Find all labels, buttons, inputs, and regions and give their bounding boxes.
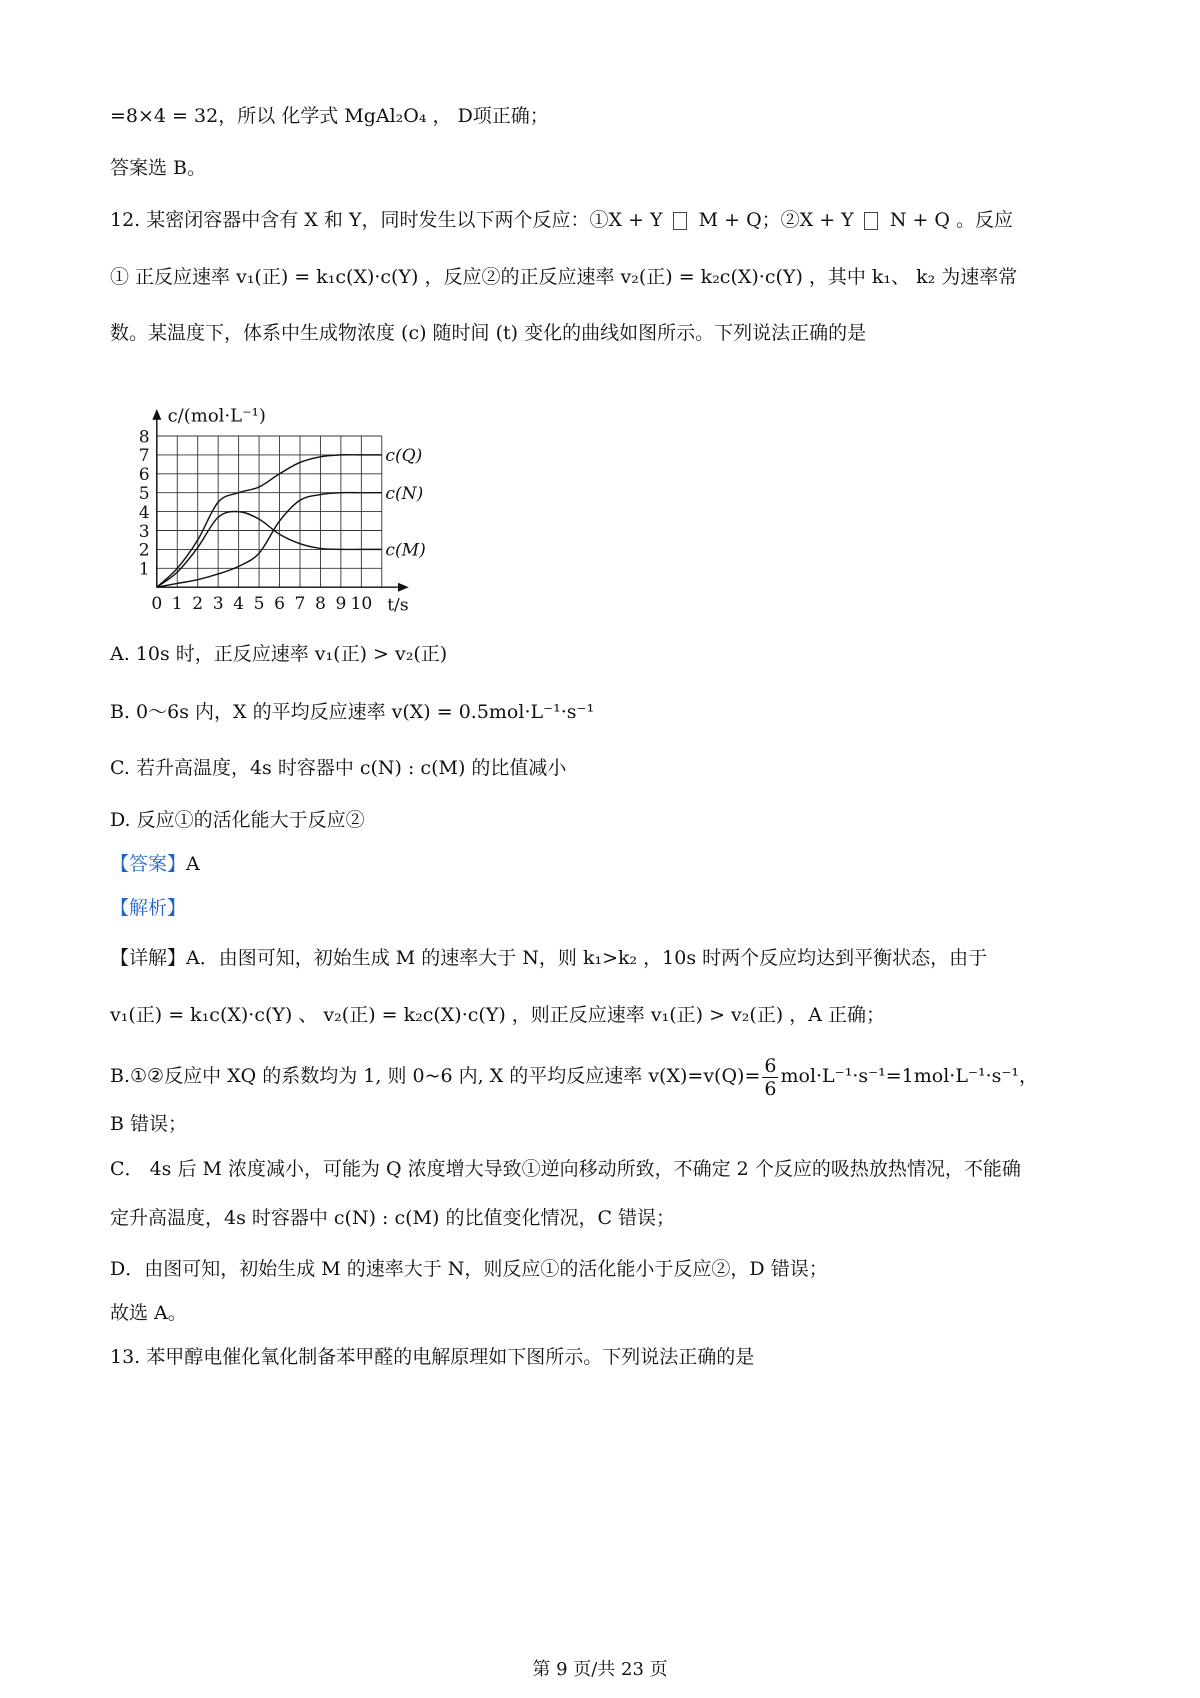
fraction-numerator: 6 [764,1054,777,1077]
question-12-line-3: 数。某温度下，体系中生成物浓度 (c) 随时间 (t) 变化的曲线如图所示。下列说法正确的是 [110,322,867,344]
detail-b-suffix: mol·L⁻¹·s⁻¹=1mol·L⁻¹·s⁻¹， [780,1065,1039,1087]
y-tick-label: 3 [138,521,150,542]
series-line-cq [157,455,382,587]
top-equation-line: =8×4 = 32，所以 化学式 MgAl₂O₄ ， D项正确； [110,105,549,127]
series-label-cn: c(N) [385,484,424,504]
x-axis-arrow-icon [398,583,409,592]
y-tick-label: 4 [138,502,150,523]
answer-label: 【答案】 [110,853,187,875]
series-label-cq: c(Q) [385,446,423,467]
option-c: C. 若升高温度，4s 时容器中 c(N) : c(M) 的比值减小 [110,757,567,779]
x-tick-label: 8 [314,593,326,614]
detail-c-line-2: 定升高温度，4s 时容器中 c(N) : c(M) 的比值变化情况，C 错误； [110,1207,676,1229]
equilibrium-arrow-icon [864,212,878,230]
y-tick-label: 2 [138,540,150,561]
chart-series [157,446,426,587]
fraction-denominator: 6 [764,1077,777,1100]
x-tick-label: 5 [253,593,265,614]
y-tick-label: 1 [138,559,150,580]
detail-d-line: D．由图可知，初始生成 M 的速率大于 N，则反应①的活化能小于反应②，D 错误； [110,1258,828,1280]
detail-b-prefix: B.①②反应中 XQ 的系数均为 1, 则 0~6 内, X 的平均反应速率 v(X)=v(Q)= [110,1065,761,1087]
top-answer-line: 答案选 B。 [110,157,207,179]
x-tick-label: 3 [212,593,224,614]
fraction [762,1055,778,1100]
q12-text-a: 12. 某密闭容器中含有 X 和 Y，同时发生以下两个反应：①X + Y [110,209,663,231]
detail-b-line [110,1052,1038,1100]
x-tick-label: 2 [192,593,204,614]
x-tick-label: 7 [294,593,306,614]
option-d: D. 反应①的活化能大于反应② [110,809,365,831]
x-tick-label: 0 [151,593,163,614]
y-tick-label: 7 [138,446,150,467]
x-tick-label: 9 [335,593,347,614]
q12-text-c: N + Q 。反应 [889,209,1014,231]
x-tick-label: 4 [233,593,245,614]
option-b: B. 0～6s 内，X 的平均反应速率 v(X) = 0.5mol·L⁻¹·s⁻¹ [110,701,595,723]
detail-c-line-1: C． 4s 后 M 浓度减小，可能为 Q 浓度增大导致①逆向移动所致，不确定 2 个反应的吸热放热情况，不能确 [110,1158,1021,1180]
y-axis-arrow-icon [152,409,161,420]
x-tick-label: 10 [350,593,373,614]
series-line-cn [157,493,382,588]
conclusion-line: 故选 A。 [110,1302,187,1324]
detail-line-1: 【详解】A．由图可知，初始生成 M 的速率大于 N，则 k₁>k₂ ，10s 时两个反应均达到平衡状态，由于 [110,947,988,969]
x-tick-label: 1 [171,593,183,614]
detail-line-2: v₁(正) = k₁c(X)·c(Y) 、 v₂(正) = k₂c(X)·c(Y) ，则正反应速率 v₁(正) > v₂(正) ，A 正确； [110,1004,886,1026]
question-12-line-2: ① 正反应速率 v₁(正) = k₁c(X)·c(Y) ，反应②的正反应速率 v₂(正) = k₂c(X)·c(Y) ，其中 k₁、 k₂ 为速率常 [110,266,1018,288]
answer-value: A [186,853,200,875]
concentration-time-chart [110,400,470,670]
answer-line [110,852,200,876]
y-tick-label: 6 [138,465,150,486]
equilibrium-arrow-icon [673,212,687,230]
question-13-line: 13. 苯甲醇电催化氧化制备苯甲醛的电解原理如下图所示。下列说法正确的是 [110,1346,755,1368]
y-tick-label: 8 [138,427,150,448]
chart-grid [157,436,382,587]
option-a: A. 10s 时，正反应速率 v₁(正) > v₂(正) [110,643,448,665]
analysis-label: 【解析】 [110,897,187,919]
detail-b-end: B 错误； [110,1113,188,1135]
series-label-cm: c(M) [385,540,426,561]
x-tick-label: 6 [274,593,285,614]
page-footer: 第 9 页/共 23 页 [532,1659,668,1680]
x-axis-label: t/s [387,595,409,616]
y-axis-label: c/(mol·L⁻¹) [167,405,266,427]
question-12-line-1 [110,208,1013,232]
y-tick-label: 5 [138,484,150,504]
q12-text-b: M + Q；②X + Y [698,209,854,231]
